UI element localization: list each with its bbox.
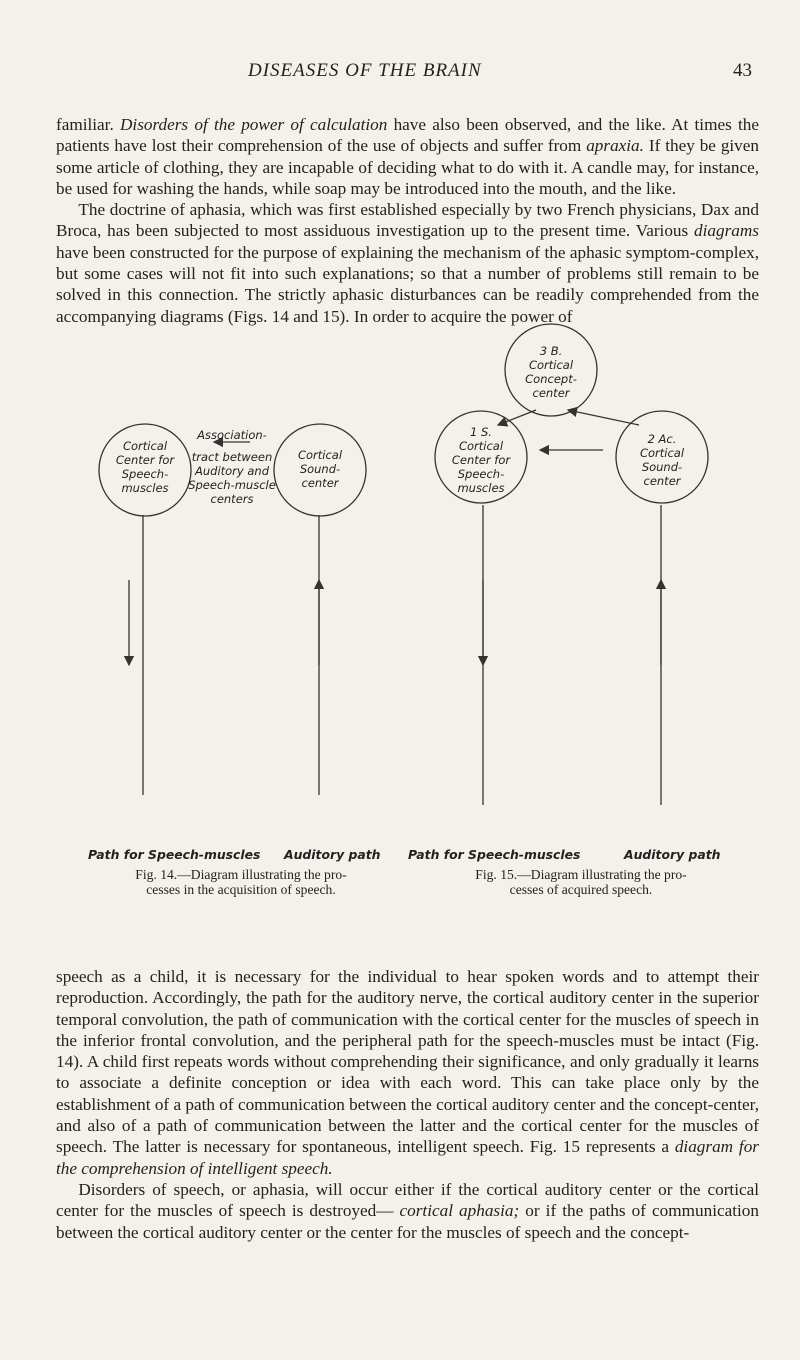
fig14-caption: Fig. 14.—Diagram illustrating the pro- cesses in the acquisition of speech.: [135, 867, 347, 897]
fig15-caption: Fig. 15.—Diagram illustrating the pro- cesses of acquired speech.: [475, 867, 687, 897]
fig15-path-speech-muscles: Path for Speech-muscles: [408, 847, 581, 862]
fig15-sound-to-concept: [568, 410, 639, 425]
fig14-sound-label: Sound-: [299, 462, 341, 476]
page-header: [0, 60, 800, 90]
fig15-speech-label: Center for: [451, 453, 511, 467]
fig14-path-auditory: Auditory path: [284, 847, 381, 862]
diagram-svg: [98, 344, 734, 805]
figures-14-15: [88, 344, 734, 862]
fig14-association-label: Auditory and: [194, 464, 270, 478]
fig14-speech-label: Center for: [115, 453, 175, 467]
fig15-path-auditory: Auditory path: [624, 847, 721, 862]
paragraph: Disorders of speech, or aphasia, will occur either if the cortical auditory center or the cortical center for the muscles of speech is destroyed— cortical aphasia; or if the paths of communication between the cortical auditory center or the center for the muscles of speech and the concept-: [56, 1179, 759, 1242]
fig15-concept-label: Cortical: [528, 358, 574, 372]
fig15-speech-label: Speech-: [457, 467, 505, 481]
fig14-association-label: tract between: [191, 450, 273, 464]
page-number: 43: [733, 60, 752, 81]
fig15-sound-label: Cortical: [639, 446, 685, 460]
paragraph: The doctrine of aphasia, which was first established especially by two French physicians, Dax and Broca, has been subjected to most assiduous investigation up to the present time. Various diagrams have been constructed for the purpose of explaining the mechanism of the aphasic symptom-complex, but some cases will not fit into such explanations; so that a number of problems still remain to be solved in this connection. The strictly aphasic disturbances can be readily comprehended from the accompanying diagrams (Figs. 14 and 15). In order to acquire the power of: [56, 200, 759, 326]
fig15-speech-label: 1 S.: [470, 425, 492, 439]
fig14-sound-label: Cortical: [297, 448, 343, 462]
fig14-speech-label: Speech-: [121, 467, 169, 481]
fig14-association-label: centers: [210, 492, 254, 506]
top-text-block: [56, 114, 759, 327]
fig15-concept-label: center: [532, 386, 570, 400]
paragraph: familiar. Disorders of the power of calculation have also been observed, and the like. At times the patients have lost their comprehension of the use of objects and suffer from apraxia. If they be given some article of clothing, they are incapable of deciding what to do with it. A candle may, for instance, be used for washing the hands, while soap may be introduced into the mouth, and the like.: [56, 115, 760, 198]
fig14-sound-label: center: [301, 476, 339, 490]
fig14-association-label: Speech-muscle: [188, 478, 276, 492]
fig15-concept-label: Concept-: [525, 372, 577, 386]
fig15-sound-label: 2 Ac.: [647, 432, 677, 446]
fig14-speech-label: muscles: [121, 481, 169, 495]
running-title: DISEASES OF THE BRAIN: [248, 60, 482, 81]
fig15-concept-label: 3 B.: [539, 344, 563, 358]
bottom-text-block: [56, 966, 759, 1243]
fig14-path-speech-muscles: Path for Speech-muscles: [88, 847, 261, 862]
fig15-speech-label: muscles: [457, 481, 505, 495]
fig14-speech-label: Cortical: [122, 439, 168, 453]
fig15-sound-label: center: [643, 474, 681, 488]
paragraph: speech as a child, it is necessary for the individual to hear spoken words and to attempt their reproduction. Accordingly, the path for the auditory nerve, the cortical auditory center in the superior temporal convolution, the path of communication with the cortical center for the muscles of speech in the inferior frontal convolution, and the peripheral path for the speech-muscles must be intact (Fig. 14). A child first repeats words without comprehending their significance, and only gradually it learns to associate a definite conception or idea with each word. This can take place only by the establishment of a path of communication between the cortical auditory center and the concept-center, and also of a path of communication between the latter and the cortical center for the muscles of speech. The latter is necessary for spontaneous, intelligent speech. Fig. 15 represents a diagram for the comprehension of intelligent speech.: [56, 967, 759, 1178]
fig15-speech-label: Cortical: [458, 439, 504, 453]
fig14-association-label: Association-: [197, 428, 267, 442]
fig15-sound-label: Sound-: [641, 460, 683, 474]
